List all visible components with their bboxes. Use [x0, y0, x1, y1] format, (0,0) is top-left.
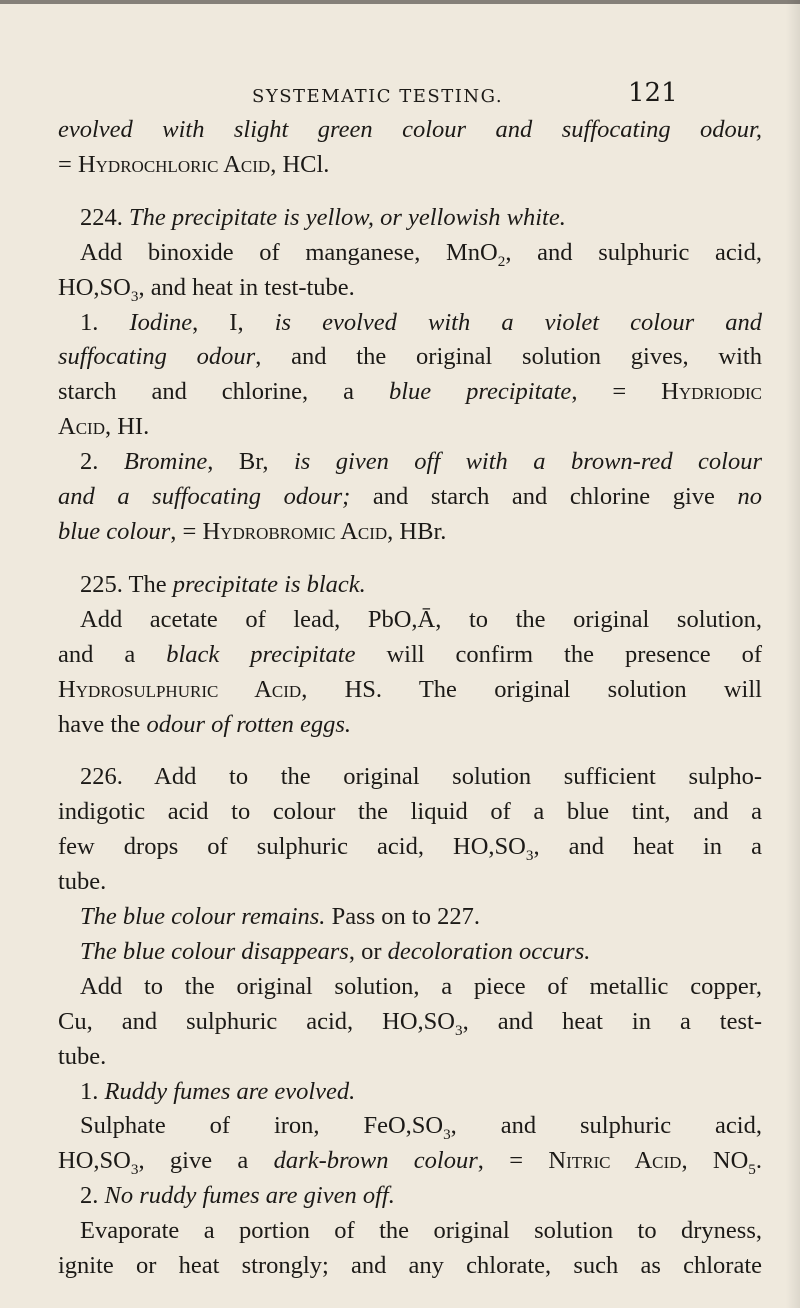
text-line: 2. No ruddy fumes are given off. [80, 1182, 395, 1210]
body-text [58, 113, 762, 1284]
text-line: and a black precipitate will confirm the presence of [58, 640, 763, 668]
text-line: 2. Bromine, Br, is given off with a brown-red colour [80, 448, 762, 476]
text-line: Evaporate a portion of the original solution to dryness, [80, 1217, 762, 1245]
text-line: have the odour of rotten eggs. [58, 710, 352, 738]
page-number: 121 [628, 78, 678, 108]
text-line: starch and chlorine, a blue precipitate, = Hydriodic [58, 378, 762, 406]
top-rule [0, 0, 800, 4]
text-line: 1. Iodine, I, is evolved with a violet colour and [80, 308, 762, 336]
text-line: $HO,SO_3$, and heat in test-tube. [58, 273, 355, 305]
text-line: tube. [58, 1042, 107, 1070]
text-line: ignite or heat strongly; and any chlorate, such as chlorate [58, 1252, 762, 1280]
text-line: suffocating odour, and the original solution gives, with [58, 343, 762, 371]
text-line: and a suffocating odour; and starch and chlorine give no [58, 483, 762, 511]
text-line: The blue colour remains. Pass on to 227. [80, 903, 480, 931]
text-line: evolved with slight green colour and suffocating odour, [58, 116, 762, 143]
text-line: Cu, and sulphuric acid, $HO,SO_3$, and heat in a test- [58, 1007, 762, 1039]
text-line: Add to the original solution, a piece of metallic copper, [80, 972, 762, 1000]
section-226-heading: 226. Add to the original solution sufficient sulpho- [80, 763, 762, 791]
text-line: = Hydrochloric Acid, HCl. [58, 150, 330, 178]
section-225-heading: 225. The precipitate is black. [80, 570, 366, 598]
text-line: Add binoxide of manganese, MnO$_2$, and sulphuric acid, [80, 238, 762, 270]
text-line: The blue colour disappears, or decoloration occurs. [80, 937, 591, 965]
text-line: Sulphate of iron, $FeO,SO_3$, and sulphuric acid, [80, 1112, 762, 1144]
text-line: 1. Ruddy fumes are evolved. [80, 1077, 356, 1105]
page-edge-shadow [786, 0, 800, 1308]
text-line: Hydrosulphuric Acid, HS. The original solution will [58, 675, 762, 703]
text-line: Acid, HI. [58, 413, 150, 441]
text-line: tube. [58, 868, 107, 896]
running-head: SYSTEMATIC TESTING. [252, 86, 504, 107]
text-line: Add acetate of lead, PbO,Ā, to the original solution, [80, 605, 762, 633]
section-224-heading: 224. The precipitate is yellow, or yellowish white. [80, 203, 566, 231]
text-line: $HO,SO_3$, give a dark-brown colour, = Nitric Acid, $NO_5$. [58, 1147, 763, 1179]
text-line: blue colour, = Hydrobromic Acid, HBr. [58, 517, 447, 545]
text-line: indigotic acid to colour the liquid of a blue tint, and a [58, 798, 762, 826]
text-line: few drops of sulphuric acid, $HO,SO_3$, and heat in a [58, 833, 762, 865]
